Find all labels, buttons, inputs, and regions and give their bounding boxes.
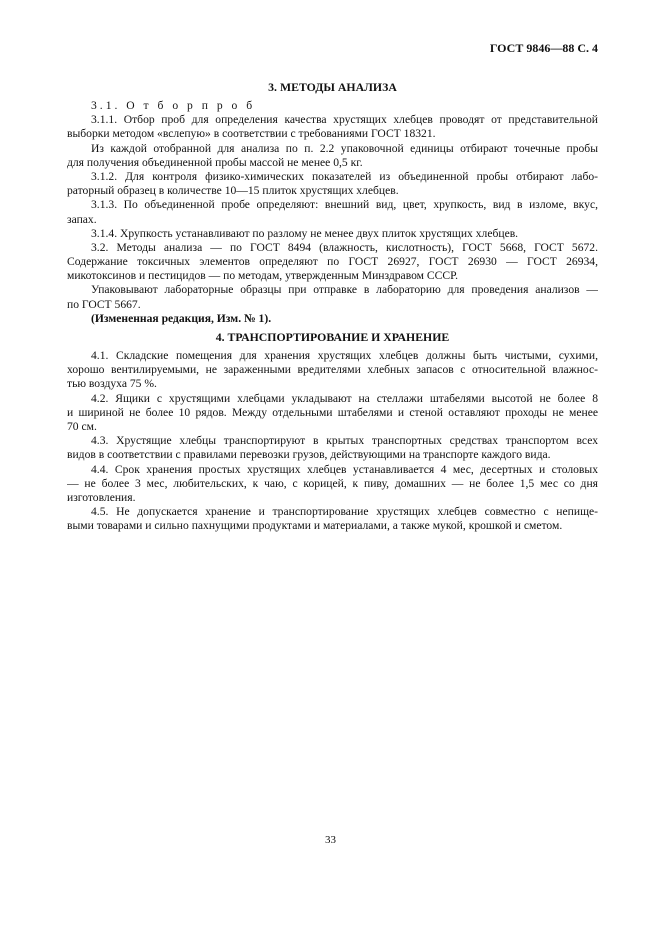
section-4-title: 4. ТРАНСПОРТИРОВАНИЕ И ХРАНЕНИЕ bbox=[215, 330, 450, 344]
text-line: 4.1. Складские помещения для хранения хрустящих хлебцев должны быть чистыми, сухими, bbox=[91, 349, 598, 362]
paragraph bbox=[67, 349, 598, 392]
paragraph bbox=[67, 241, 598, 284]
text-line: выборки методом «вслепую» в соответствии с требованиями ГОСТ 18321. bbox=[67, 127, 436, 141]
text-line: 3.1.4. Хрупкость устанавливают по разлому не менее двух плиток хрустящих хлебцев. bbox=[91, 226, 519, 240]
document-header: ГОСТ 9846—88 С. 4 bbox=[489, 41, 598, 55]
text-line: видов в соответствии с правилами перевозки грузов, действующими на транспорте каждого вида. bbox=[67, 448, 551, 462]
text-line: выми товарами и сильно пахнущими продуктами и материалами, а также мукой, крошкой и сметом. bbox=[67, 519, 563, 533]
text-line: 70 см. bbox=[67, 419, 97, 433]
text-line: 4.2. Ящики с хрустящими хлебцами укладывают на стеллажи штабелями высотой не более 8 bbox=[91, 391, 598, 405]
paragraph bbox=[67, 392, 598, 435]
paragraph bbox=[67, 198, 598, 226]
text-line: 4.5. Не допускается хранение и транспортирование хрустящих хлебцев совместно с непище- bbox=[91, 505, 598, 519]
text-line: 4.3. Хрустящие хлебцы транспортируют в крытых транспортных средствах транспортом всех bbox=[91, 434, 598, 448]
text-line: 4.4. Срок хранения простых хрустящих хлебцев устанавливается 4 мес, десертных и столовых bbox=[91, 462, 598, 476]
paragraph bbox=[67, 463, 598, 506]
text-line: Содержание токсичных элементов определяют по ГОСТ 26927, ГОСТ 26930 — ГОСТ 26934, bbox=[67, 255, 598, 269]
text-line: 3.1.2. Для контроля физико-химических показателей из объединенной пробы отбирают лабо- bbox=[91, 169, 598, 183]
text-line: раторный образец в количестве 10—15 плиток хрустящих хлебцев. bbox=[67, 184, 399, 198]
text-line: по ГОСТ 5667. bbox=[67, 297, 141, 311]
paragraph bbox=[67, 434, 598, 462]
text-line: хорошо вентилируемыми, не зараженными вредителями хлебных запасов с относительной влажнос- bbox=[67, 363, 598, 377]
section-3-body bbox=[67, 99, 598, 326]
paragraph bbox=[67, 142, 598, 170]
text-line: 3.1.3. По объединенной пробе определяют: внешний вид, цвет, хрупкость, вид в изломе, вкус, bbox=[91, 198, 598, 212]
text-line: и шириной не более 10 рядов. Между отдельными штабелями и стеной оставляют проходы не менее bbox=[67, 405, 598, 419]
paragraph bbox=[67, 99, 598, 113]
text-line: Из каждой отобранной для анализа по п. 2.2 упаковочной единицы отбирают точечные пробы bbox=[91, 141, 598, 155]
paragraph bbox=[67, 283, 598, 311]
text-line: изготовления. bbox=[67, 490, 136, 504]
paragraph bbox=[67, 505, 598, 533]
paragraph bbox=[67, 312, 598, 326]
page-number: 33 bbox=[325, 834, 336, 846]
paragraph bbox=[67, 170, 598, 198]
text-line: 3.1.1. Отбор проб для определения качества хрустящих хлебцев проводят от представительной bbox=[91, 113, 598, 127]
text-line: микотоксинов и пестицидов — по методам, утвержденным Минздравом СССР. bbox=[67, 269, 459, 283]
section-4-body bbox=[67, 349, 598, 533]
section-3-title: 3. МЕТОДЫ АНАЛИЗА bbox=[268, 80, 397, 94]
text-line: — не более 3 мес, любительских, к чаю, с корицей, к пиву, домашних — не более 1,5 мес со дня bbox=[67, 476, 598, 490]
text-line: тью воздуха 75 %. bbox=[67, 377, 157, 391]
text-line: (Измененная редакция, Изм. № 1). bbox=[91, 311, 272, 325]
text-line: запах. bbox=[67, 212, 97, 226]
text-line: для получения объединенной пробы массой не менее 0,5 кг. bbox=[67, 155, 363, 169]
text-line: 3.2. Методы анализа — по ГОСТ 8494 (влажность, кислотность), ГОСТ 5668, ГОСТ 5672. bbox=[91, 240, 598, 254]
paragraph bbox=[67, 113, 598, 141]
text-line: 3.1. О т б о р п р о б bbox=[91, 99, 256, 112]
text-line: Упаковывают лабораторные образцы при отправке в лабораторию для проведения анализов — bbox=[91, 283, 598, 297]
paragraph bbox=[67, 227, 598, 241]
